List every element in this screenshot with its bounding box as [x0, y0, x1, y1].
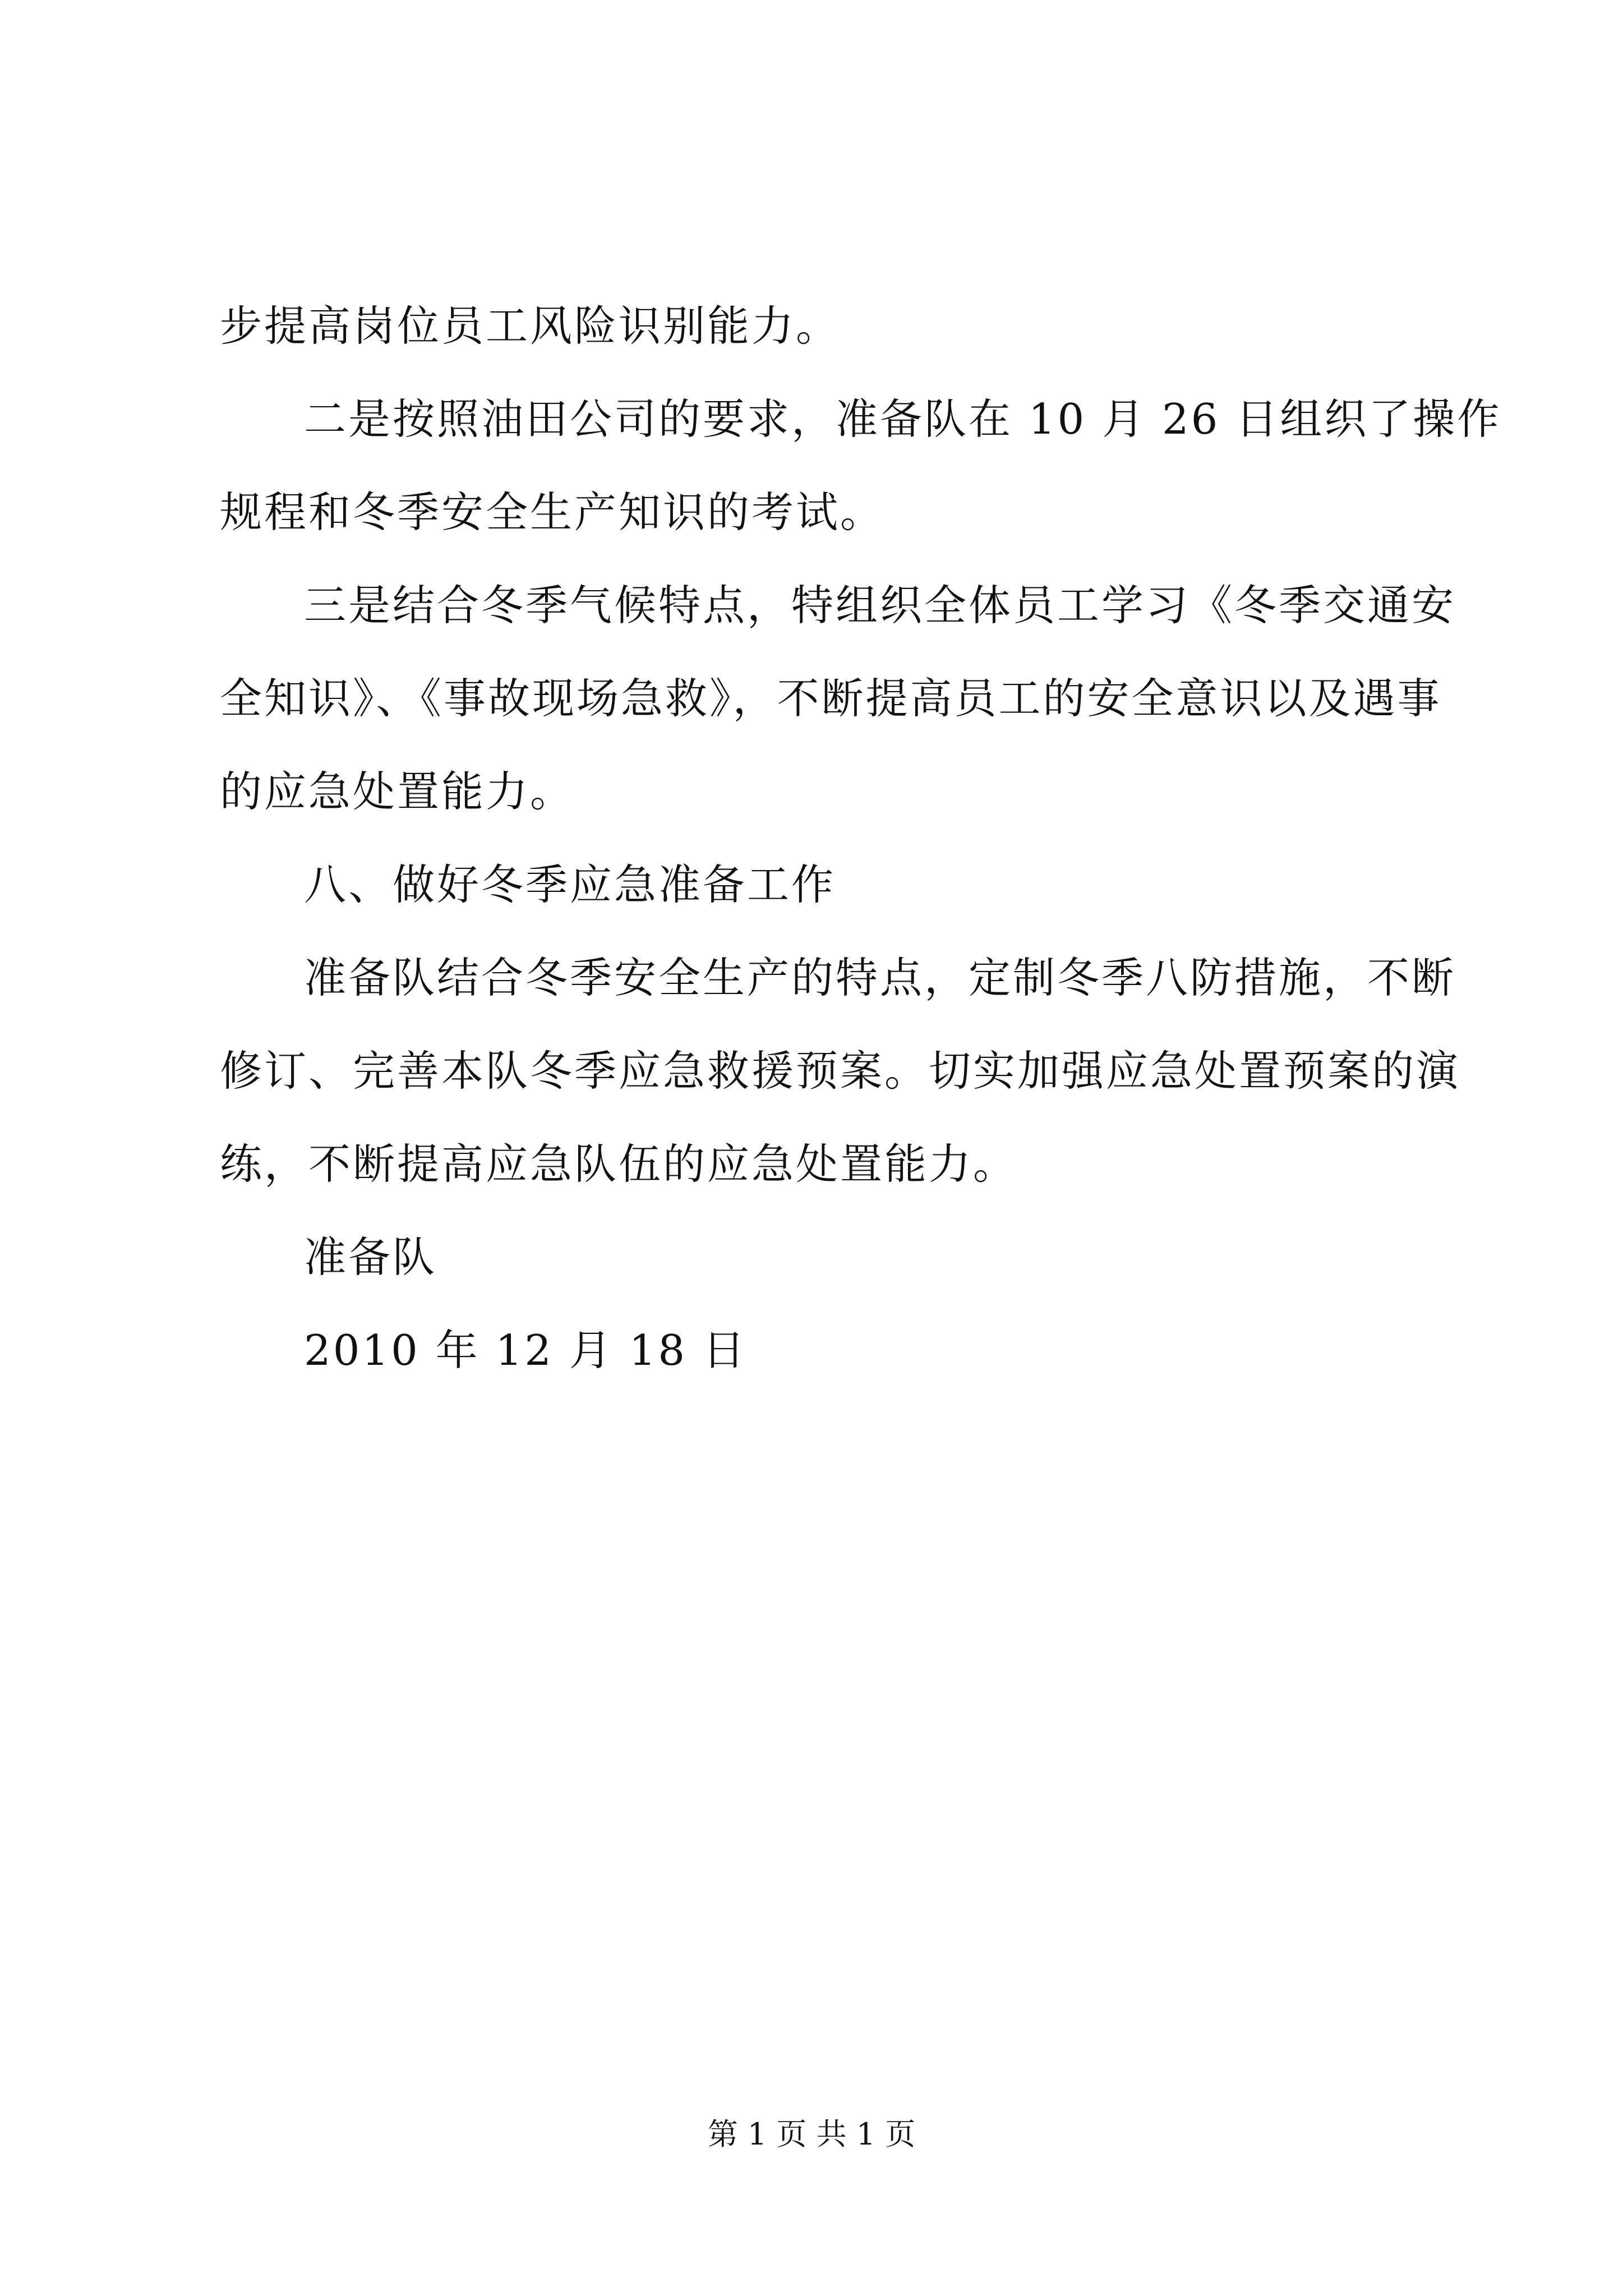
paragraph-line: 练，不断提高应急队伍的应急处置能力。 — [220, 1139, 1018, 1189]
paragraph-line: 规程和冬季安全生产知识的考试。 — [220, 487, 885, 537]
paragraph-line: 三是结合冬季气候特点，特组织全体员工学习《冬季交通安 — [304, 581, 1456, 630]
paragraph-line: 的应急处置能力。 — [220, 767, 575, 816]
page-number-footer: 第 1 页 共 1 页 — [707, 2116, 916, 2152]
paragraph-line: 准备队结合冬季安全生产的特点，定制冬季八防措施，不断 — [304, 953, 1456, 1002]
paragraph-line: 全知识》、《事故现场急救》，不断提高员工的安全意识以及遇事 — [220, 674, 1442, 723]
section-heading: 八、做好冬季应急准备工作 — [304, 860, 836, 909]
paragraph-line: 二是按照油田公司的要求，准备队在 10 月 26 日组织了操作 — [304, 394, 1502, 444]
signature-organization: 准备队 — [304, 1232, 437, 1282]
paragraph-line: 步提高岗位员工风险识别能力。 — [220, 301, 841, 351]
document-body — [220, 279, 1502, 1397]
signature-date: 2010 年 12 月 18 日 — [304, 1326, 747, 1375]
paragraph-line: 修订、完善本队冬季应急救援预案。切实加强应急处置预案的演 — [220, 1046, 1461, 1096]
